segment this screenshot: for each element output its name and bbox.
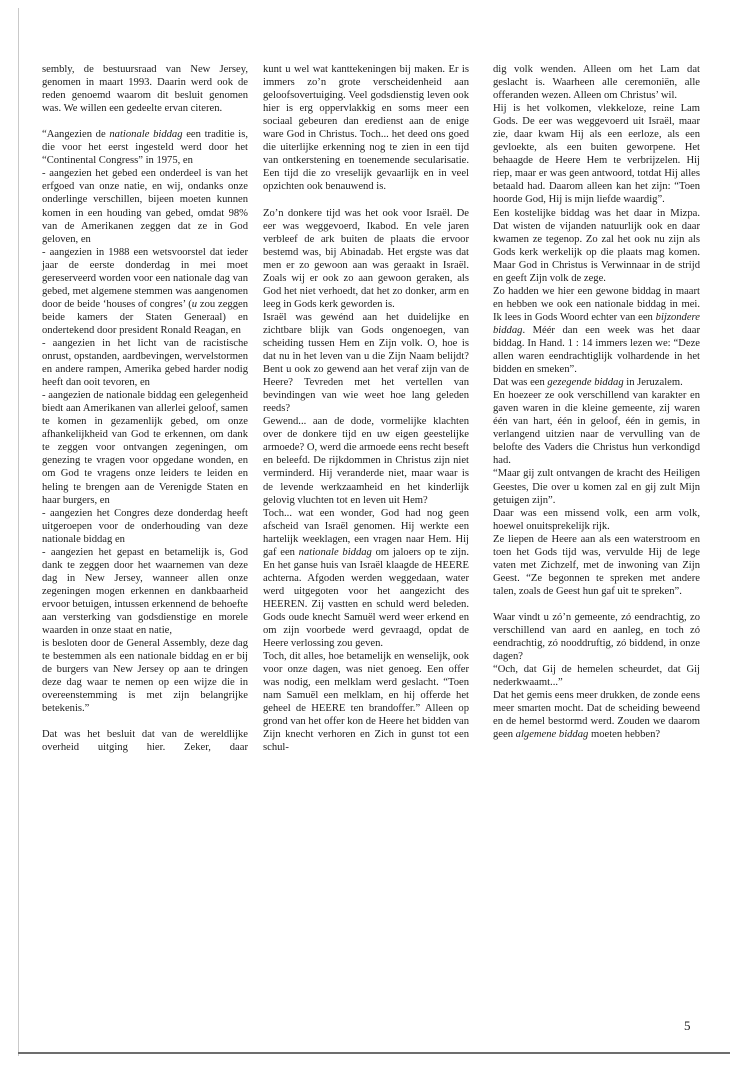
paragraph: Zo’n donkere tijd was het ook voor Israël. De eer was weggevoerd, Ikabod. En vele jaren verbleef de ark buiten de plaats die ervoor bestemd was, bij Abinadab. Het ergste was dat men er zo gewoon aan was geraakt in Israël. Zoals wij er ook zo aan gewoon geraken, als God het niet verhoedt, dat het zo donker, arm en leeg in Gods kerk geworden is. [263,207,469,310]
paragraph: - aangezien het gebed een onderdeel is van het erfgoed van onze natie, en wij, ondanks onze onderlinge verschillen, bijeen moeten kunnen komen in een houding van gebed, omdat 98% van de Amerikanen zeggen dat ze in God geloven, en [42,168,248,245]
italic-emphasis: gezegende biddag [547,377,624,389]
paragraph: Waar vindt u zó’n gemeente, zó eendrachtig, zo verschillend van aard en aanleg, en toch zó eendrachtig, zó nooddruftig, zó biddend, in onze dagen? [493,611,700,663]
paragraph: is besloten door de General Assembly, deze dag te bestemmen als een nationale biddag en er bij de burgers van New Jersey op aan te dringen deze dag waar te nemen op een wijze die in overeenstemming is met zijn belangrijke betekenis.” [42,638,248,715]
paragraph: Toch... wat een wonder, God had nog geen afscheid van Israël genomen. Hij werkte een hartelijk weeklagen, een vragen naar Hem. Hij gaf een nationale biddag om jaloers op te zijn. En het ganse huis van Israël klaagde de HEERE achterna. Afgoden werden weggedaan, water werd uitgegoten voor het aangezicht des HEEREN. Zij vastten en schuld werd beleden. Gods oude knecht Samuël werd weer erkend en om zijn voorbede werd gevraagd, opdat de Heere verlossing zou geven. [263,507,469,650]
paragraph: En hoezeer ze ook verschillend van karakter en gaven waren in die kleine gemeente, zij waren één van hart, één in geloof, één in gemis, in verlangend uitzien naar de vervulling van de belofte des Vaders die Christus hun verkondigd had. [493,390,700,467]
bottom-rule [18,1052,730,1054]
text-column-3 [493,63,700,741]
paragraph: “Maar gij zult ontvangen de kracht des Heiligen Geestes, Die over u komen zal en gij zult Mijn getuigen zijn”. [493,468,700,506]
paragraph: Een kostelijke biddag was het daar in Mizpa. Dat wisten de vijanden natuurlijk ook en daar kwamen ze tegenop. Zo zal het ook nu zijn als Gods kerk werkelijk op die plaats mag komen. Maar God in Christus is Verwinnaar in de strijd en geeft Zijn volk de zege. [493,207,700,284]
italic-emphasis: nationale biddag [298,546,372,558]
text-column-2 [263,63,469,754]
italic-emphasis: algemene biddag [515,729,589,741]
paragraph: Ze liepen de Heere aan als een waterstroom en toen het Gods tijd was, vervulde Hij de lege vaten met Zichzelf, met de inwoning van Zijn Geest. “Ze begonnen te spreken met andere talen, zoals de Geest hun gaf uit te spreken”. [493,533,700,597]
paragraph: Daar was een missend volk, een arm volk, hoewel onuitsprekelijk rijk. [493,507,700,532]
paragraph: - aangezien het gepast en betamelijk is, God dank te zeggen door het waarnemen van deze dag in New Jersey, wanneer allen onze zegeningen mogen erkennen en dankbaarheid ervoor betuigen, intussen erkennend de behoefte aan versterking van godsdienstige en morele waarden in onze staat en natie, [42,546,248,637]
paragraph: Dat het gemis eens meer drukken, de zonde eens meer smarten mocht. Dat de scheiding beweend en de hemel bestormd werd. Zouden we daarom geen algemene biddag moeten hebben? [493,690,700,741]
paragraph: Dat was een gezegende biddag in Jeruzalem. [493,377,683,389]
paragraph: dig volk wenden. Alleen om het Lam dat geslacht is. Waarheen alle ceremoniën, alle offeranden wezen. Alleen om Christus’ wil. [493,64,700,102]
italic-emphasis: nationale biddag [109,129,183,141]
paragraph: - aangezien het Congres deze donderdag heeft uitgeroepen voor de onderhouding van deze nationale biddag en [42,507,248,545]
paragraph: sembly, de bestuursraad van New Jersey, genomen in maart 1993. Daarin werd ook de reden genoemd waarom dit besluit genomen was. We willen een gedeelte ervan citeren. [42,64,248,115]
paragraph: “Och, dat Gij de hemelen scheurdet, dat Gij nederkwaamt...” [493,664,700,689]
paragraph: Zo hadden we hier een gewone biddag in maart en hebben we ook een nationale biddag in mei. Ik lees in Gods Woord echter van een bijzondere biddag. Méér dan een week was het daar biddag. In Hand. 1 : 14 immers lezen we: “Deze allen waren eendrachtiglijk volhardende in het bidden en smeken”. [493,285,700,376]
italic-emphasis: u [191,298,198,310]
paragraph: Israël was gewénd aan het duidelijke en zichtbare blijk van Gods ongenoegen, van scheiding tussen Hem en Zijn volk. O, hoe is dat nu in het leven van u die Zijn Naam belijdt? Bent u ook zo gewend aan het veraf zijn van de Heere? Tevreden met het vertellen van bevindingen van wie weet hoe lang geleden reeds? [263,311,469,415]
text-column-1 [42,63,248,754]
page-number: 5 [684,1018,691,1033]
page-edge-line [18,8,19,1056]
italic-emphasis: bijzondere biddag [493,311,700,336]
paragraph: - aangezien de nationale biddag een gelegenheid biedt aan Amerikanen van allerlei geloof, samen te komen in gezamenlijk gebed, om onze afhankelijkheid van God te erkennen, om dank te zeggen voor ontvangen zegeningen, om genezing te vragen voor opgedane wonden, en om God te vragens onze leiders te leiden en heling te brengen aan de Verenigde Staten en haar burgers, en [42,390,248,506]
paragraph: Gewend... aan de dode, vormelijke klachten over de donkere tijd en uw eigen geestelijke armoede? O, werd die armoede eens recht beseft en beleefd. De rijkdommen in Christus zijn niet verminderd. Hij veranderde niet, maar waar is de levende werkzaamheid en het kinderlijk gelovig vluchten tot en leven uit Hem? [263,416,469,506]
paragraph: Dat was het besluit dat van de wereldlijke overheid uitging hier. Zeker, daar [42,729,248,754]
paragraph: “Aangezien de nationale biddag een traditie is, die voor het eerst ingesteld werd door het “Continental Congress” in 1975, en [42,129,248,167]
paragraph: - aangezien in het licht van de racistische onrust, opstanden, aardbevingen, wervelstormen en andere rampen, Amerika gebed harder nodig heeft dan ooit tevoren, en [42,337,248,389]
paragraph: kunt u wel wat kanttekeningen bij maken. Er is immers zo’n grote verscheidenheid aan geloofsovertuiging. Veel godsdienstig leven ook hier is erg oppervlakkig en soms meer een sociaal gebeuren dan eredienst aan de enige ware God in Christus. Toch... het deed ons goed die uiterlijke erkenning nog te zien in een tijd van ontkerstening en toenemende secularisatie. Een tijd die zo vreselijk gevaarlijk en in veel opzichten ook benauwend is. [263,64,469,193]
paragraph: - aangezien in 1988 een wetsvoorstel dat ieder jaar de eerste donderdag in mei moet gereserveerd worden voor een nationale dag van gebed, met algemene stemmen was aangenomen door de beide ‘houses of congres’ (u zou zeggen beide kamers der Staten Generaal) en ondertekend door president Ronald Reagan, en [42,246,248,336]
paragraph: Toch, dit alles, hoe betamelijk en wenselijk, ook voor onze dagen, was niet genoeg. Een offer was nodig, een melklam werd geslacht. “Toen nam Samuël een melklam, en hij offerde het geheel de HEERE ten brandoffer.” Alleen op grond van het offer kon de Heere het bidden van Zijn knecht verhoren en Zich in gunst tot een schul- [263,651,469,754]
paragraph: Hij is het volkomen, vlekkeloze, reine Lam Gods. De eer was weggevoerd uit Israël, maar zie, daar kwam Hij als een eerloze, als een gevloekte, als een buiten geworpene. Het behaagde de Heere Hem te verbrijzelen. Hij riep, maar er was geen antwoord, totdat Hij alles betaald had. Daarom alleen kan het zijn: “Toen hoorde God, Hij is mijn liefde waardig”. [493,103,700,206]
